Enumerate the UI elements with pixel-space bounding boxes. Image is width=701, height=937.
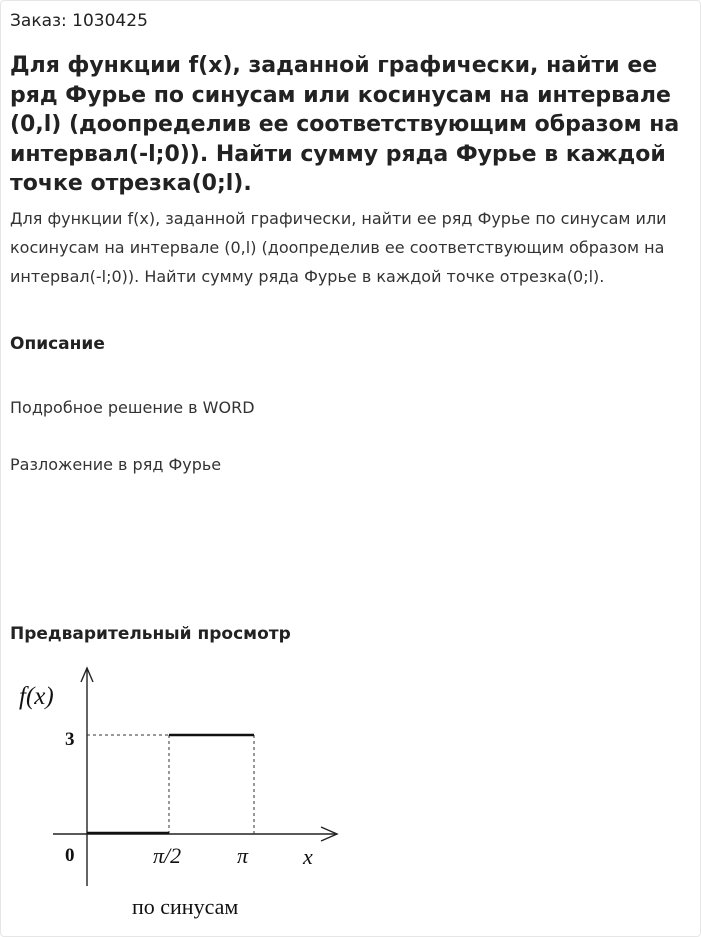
description-item-fourier: Разложение в ряд Фурье — [10, 455, 222, 474]
x-axis-label: x — [303, 844, 313, 869]
tick-pi: π — [237, 843, 249, 868]
origin-label: 0 — [65, 845, 75, 866]
y-axis-label: f(x) — [19, 683, 54, 710]
tick-half-pi: π/2 — [153, 843, 182, 868]
order-number: Заказ: 1030425 — [10, 11, 148, 31]
preview-graph — [1, 656, 381, 931]
page-title: Для функции f(x), заданной графически, найти ее ряд Фурье по синусам или косинусам на интервале (0,l) (доопределив ее соответствующим образом на интервал(-l;0)). Найти сумму ряда Фурье в каждой точке отрезка(0;l). — [10, 53, 680, 196]
task-description: Для функции f(x), заданной графически, найти ее ряд Фурье по синусам или косинусам на интервале (0,l) (доопределив ее соответствующим образом на интервал(-l;0)). Найти сумму ряда Фурье в каждой точке отрезка(0;l). — [10, 209, 667, 286]
preview-caption: по синусам — [132, 894, 239, 919]
preview-heading: Предварительный просмотр — [10, 624, 291, 644]
description-item-word: Подробное решение в WORD — [10, 398, 255, 417]
description-heading: Описание — [10, 334, 105, 354]
value-label: 3 — [65, 729, 75, 750]
